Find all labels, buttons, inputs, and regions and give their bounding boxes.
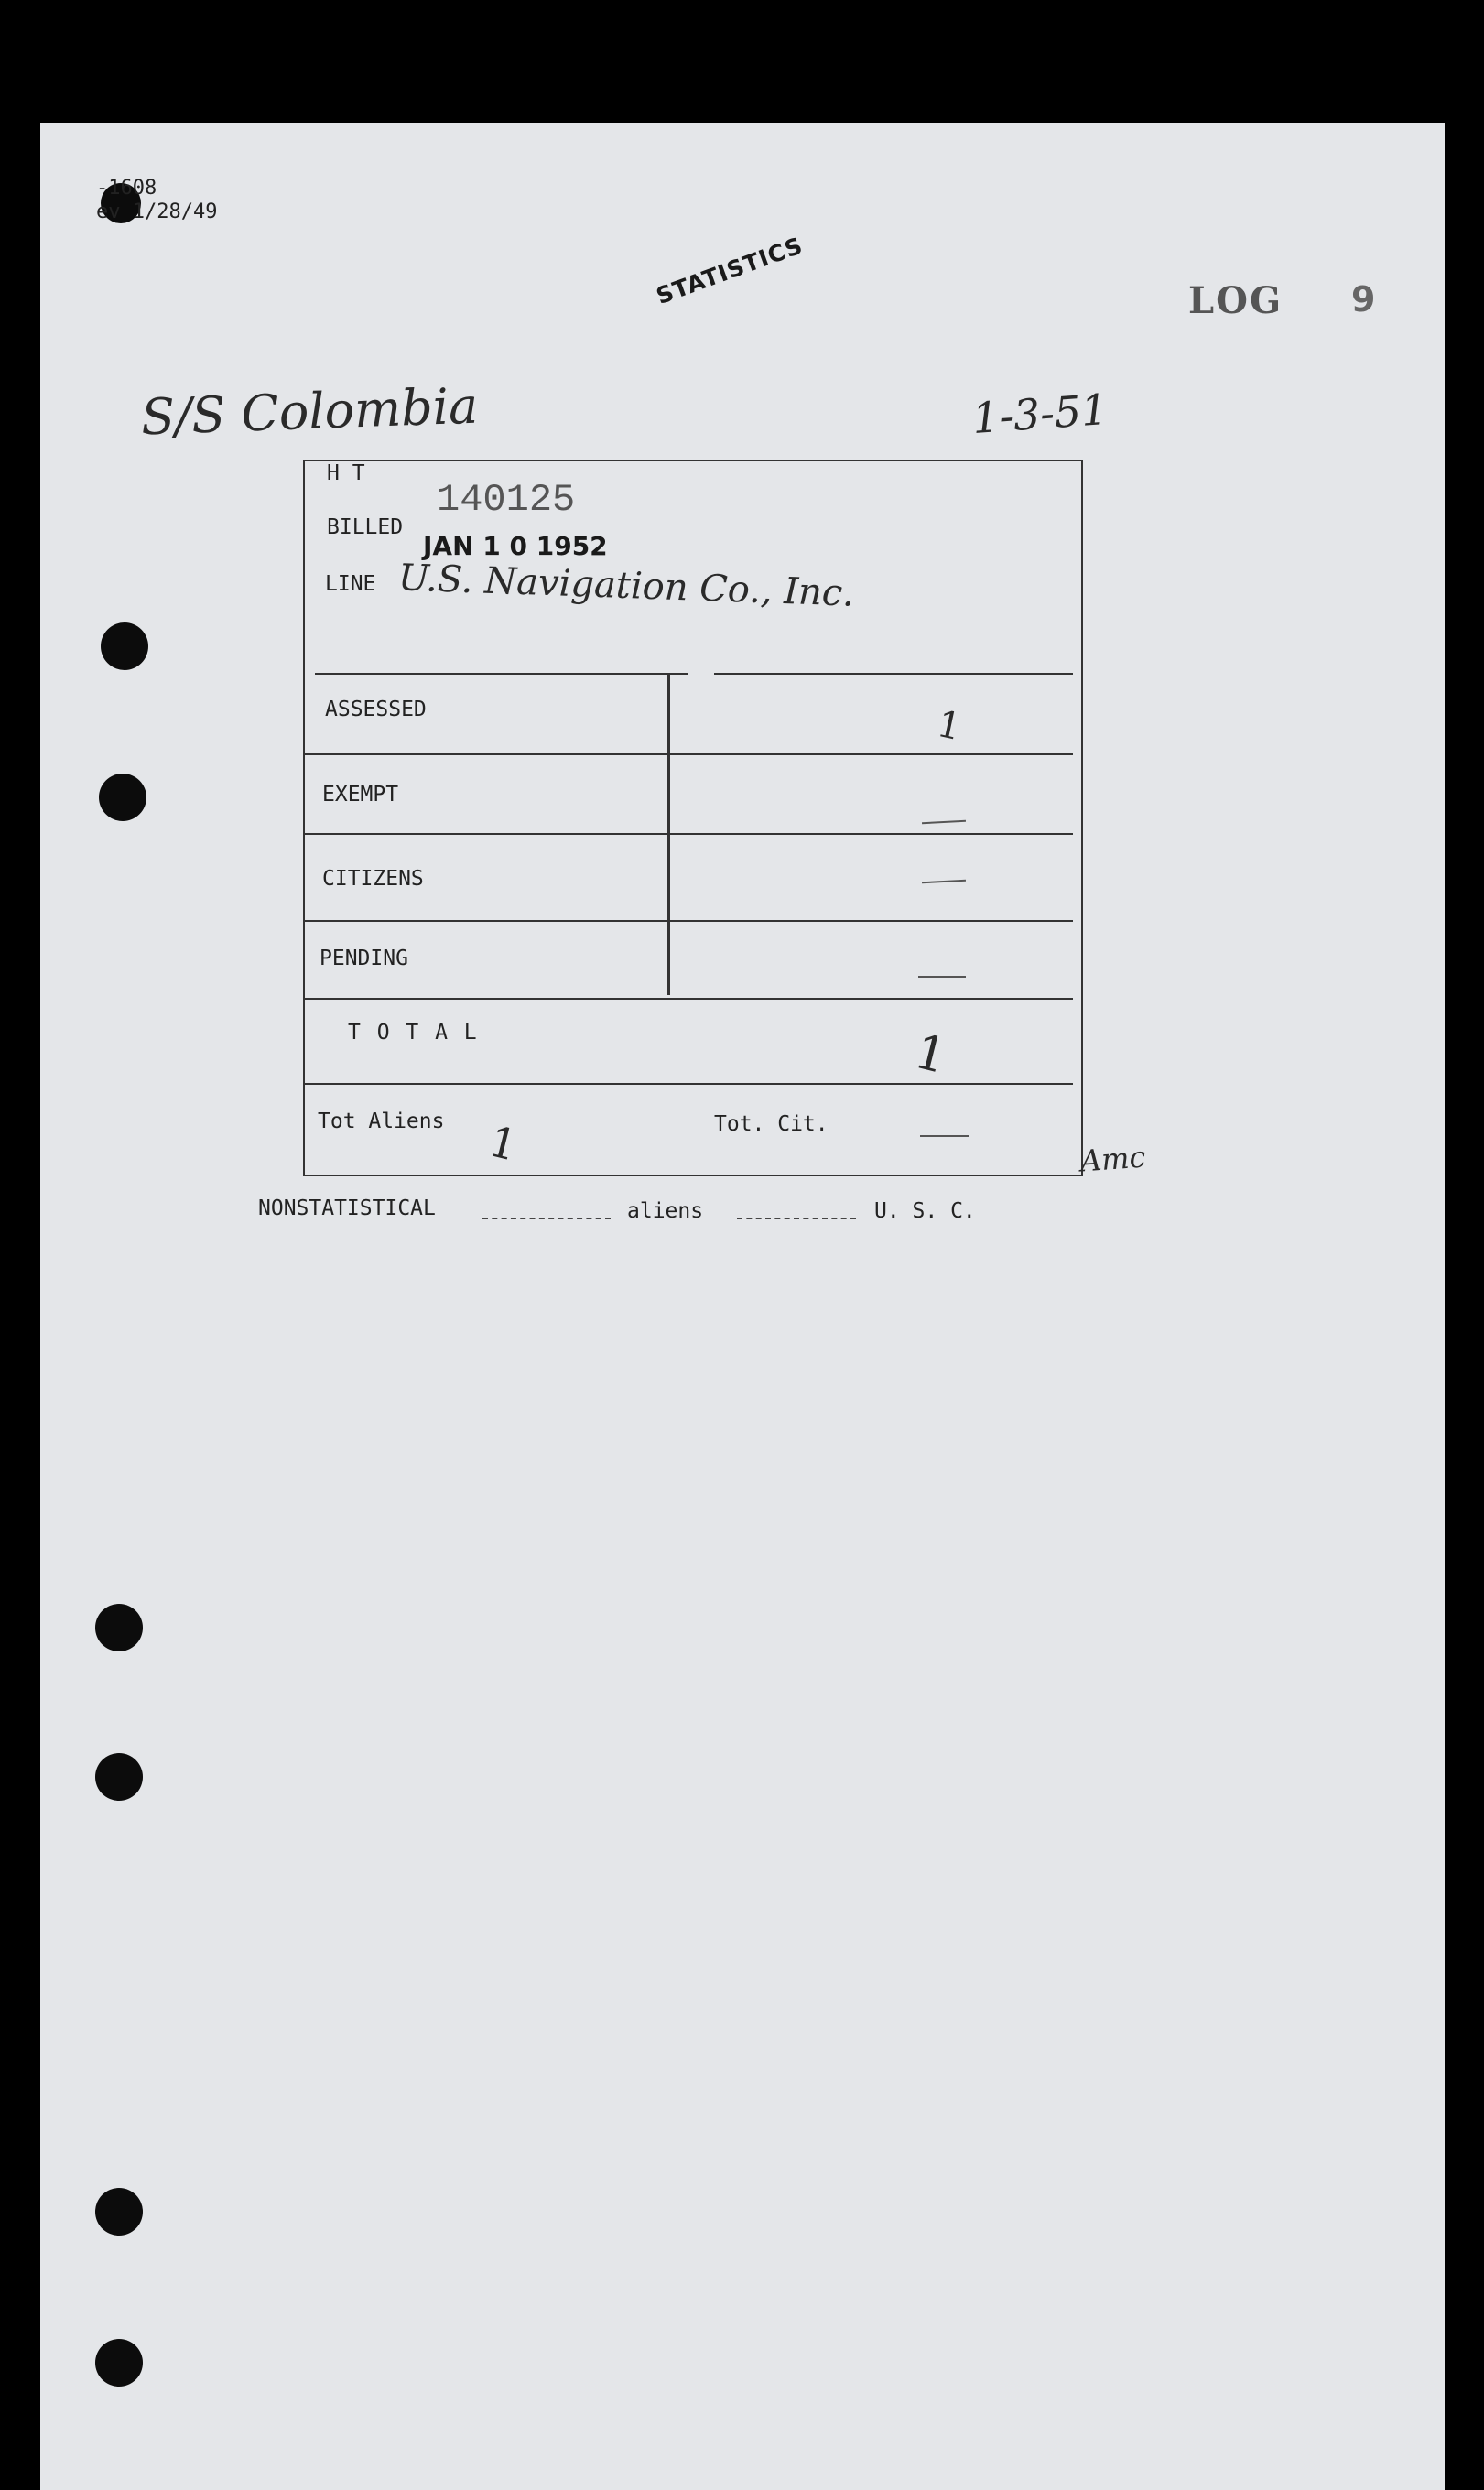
statistics-stamp: STATISTICS bbox=[653, 232, 807, 310]
rule-top-left bbox=[315, 673, 688, 675]
line-value: U.S. Navigation Co., Inc. bbox=[397, 557, 855, 615]
initials: Amc bbox=[1078, 1139, 1147, 1179]
vessel-name: S/S Colombia bbox=[140, 376, 480, 447]
billed-label: BILLED bbox=[327, 515, 404, 539]
rule-row-2 bbox=[303, 833, 1073, 835]
rule-top-right bbox=[714, 673, 1073, 675]
usc-label: U. S. C. bbox=[874, 1199, 976, 1223]
punch-hole-5 bbox=[95, 2188, 143, 2236]
tot-cit-label: Tot. Cit. bbox=[714, 1112, 829, 1136]
citizens-label: CITIZENS bbox=[322, 867, 424, 891]
assessed-value: 1 bbox=[933, 702, 965, 750]
punch-hole-2 bbox=[99, 774, 146, 821]
nonstatistical-blank bbox=[482, 1218, 611, 1219]
log-stamp: LOG bbox=[1188, 279, 1284, 322]
rule-total bbox=[303, 1083, 1073, 1085]
pending-value-dash bbox=[918, 976, 966, 978]
total-value: 1 bbox=[909, 1023, 952, 1086]
page-number: 9 bbox=[1351, 279, 1376, 319]
exempt-label: EXEMPT bbox=[322, 783, 399, 807]
aliens-label: aliens bbox=[627, 1199, 704, 1223]
arrival-date: 1-3-51 bbox=[970, 384, 1110, 444]
tot-aliens-value: 1 bbox=[483, 1116, 523, 1171]
aliens-blank bbox=[737, 1218, 856, 1219]
tot-cit-value-dash bbox=[920, 1135, 969, 1137]
tot-aliens-label: Tot Aliens bbox=[318, 1110, 445, 1133]
form-number: -1608 bbox=[96, 177, 157, 200]
punch-hole-6 bbox=[95, 2339, 143, 2387]
assessed-label: ASSESSED bbox=[325, 698, 427, 721]
billed-date-stamp: JAN 1 0 1952 bbox=[423, 531, 608, 561]
serial-number: 140125 bbox=[437, 478, 576, 522]
line-label: LINE bbox=[325, 572, 376, 596]
punch-hole-1 bbox=[101, 622, 148, 670]
form-number-block bbox=[96, 177, 217, 224]
column-divider bbox=[667, 675, 670, 995]
pending-label: PENDING bbox=[320, 947, 408, 970]
total-label: T O T A L bbox=[348, 1021, 479, 1045]
rule-row-4 bbox=[303, 998, 1073, 1000]
punch-hole-4 bbox=[95, 1753, 143, 1801]
rule-row-3 bbox=[303, 920, 1073, 922]
punch-hole-3 bbox=[95, 1604, 143, 1651]
nonstatistical-label: NONSTATISTICAL bbox=[258, 1196, 436, 1220]
rule-row-1 bbox=[303, 753, 1073, 755]
form-revision: ev 1/28/49 bbox=[96, 200, 218, 223]
ht-label: H T bbox=[327, 461, 365, 485]
